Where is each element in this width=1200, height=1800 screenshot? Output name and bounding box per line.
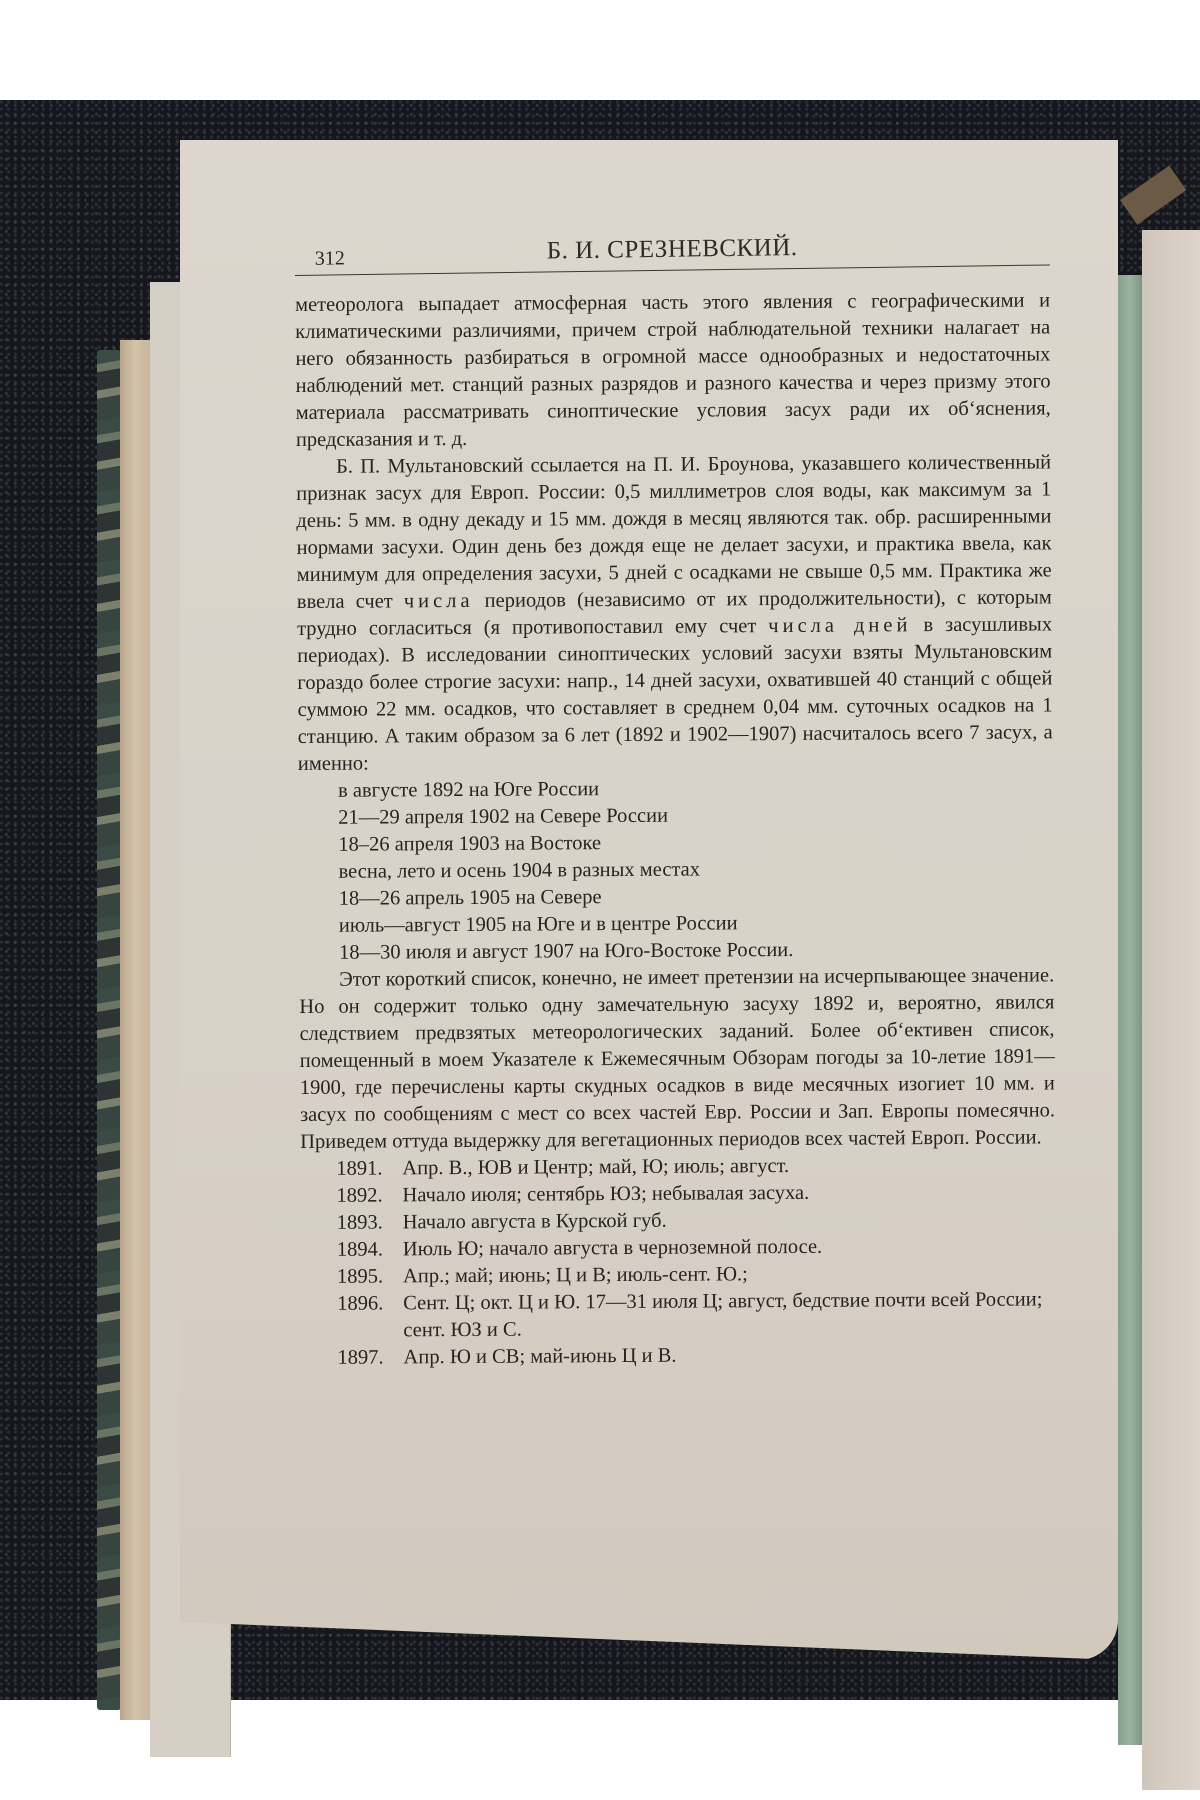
drought-list (298, 773, 1054, 967)
green-spine-gutter (1118, 275, 1143, 1745)
list-item: 18–26 апреля 1903 на Востоке (338, 832, 602, 856)
year-label: 1897. (337, 1346, 384, 1369)
year-entry (301, 1340, 1056, 1372)
page-number: 312 (314, 247, 345, 270)
year-label: 1893. (336, 1211, 383, 1234)
page-body (295, 287, 1057, 1372)
paragraph-continuation: метеоролога выпадает атмосферная часть этого явления с географическими и климатическими различиями, причем строй наблюдательной техники налагает на него обязанность разбираться в огромной массе однообразных и недостаточных наблюдений мет. станций разных разрядов и разного качества и через призму этого материала рассматривать синоптические условия засух ради их об‘яснения, предсказания и т. д. (295, 289, 1051, 451)
list-item: в августе 1892 на Юге России (337, 778, 600, 802)
year-text: Начало июля; сентябрь ЮЗ; небывалая засуха. (402, 1181, 810, 1207)
paragraph-text: периодов (независимо от их продолжительности), с которым трудно согласиться (я противопоставил ему счет (296, 586, 1052, 640)
marbled-cover-edge (97, 350, 121, 1710)
year-list (300, 1151, 1056, 1372)
paragraph-text: в засушливых периодах). В исследовании синоптических условий засухи взяты Мультановским гораздо более строгие засухи: напр., 14 дней засухи, охватившей 40 станций с общей суммою 22 мм. осадков, что составляет в среднем 0,04 мм. суточных осадков на 1 станцию. А таким образом за 6 лет (1892 и 1902—1907) насчиталось всего 7 засух, а именно: (297, 613, 1053, 775)
paragraph-text: Б. П. Мультановский ссылается на П. И. Броунова, указавшего количественный признак засух для Европ. России: 0,5 миллиметров слоя воды, как максимум за 1 день: 5 мм. в одну декаду и 15 мм. дождя в месяц являются так. обр. расширенными нормами засухи. Один день без дождя еще не делает засухи, и практика ввела, как минимум для определения засухи, 5 дней с осадками не свыше 0,5 мм. Практика же ввела счет (296, 451, 1052, 613)
list-item: 21—29 апреля 1902 на Севере России (338, 804, 669, 829)
running-title: Б. И. СРЕЗНЕВСКИЙ. (546, 233, 798, 265)
list-item: весна, лето и осень 1904 в разных местах (338, 858, 701, 883)
paragraph-multanovsky (296, 449, 1053, 778)
list-item: июль—август 1905 на Юге и в центре России (338, 912, 738, 937)
emphasis-text: числа (403, 589, 474, 613)
year-label: 1894. (336, 1238, 384, 1261)
emphasis-text: числа дней (768, 614, 912, 638)
list-item: 18—30 июля и август 1907 на Юго-Востоке России. (338, 938, 794, 964)
ribbon-bookmark (1120, 166, 1186, 225)
facing-page-edge (1142, 230, 1200, 1790)
year-label: 1891. (336, 1157, 383, 1180)
year-label: 1892. (336, 1184, 383, 1207)
year-text: Июль Ю; начало августа в черноземной полосе. (402, 1235, 823, 1261)
paragraph-short-list: Этот короткий список, конечно, не имеет претензии на исчерпывающее значение. Но он содержит только одну замечательную засуху 1892 и, вероятно, явился следствием предвзятых метеорологических заданий. Более об‘ективен список, помещенный в моем Указателе к Ежемесячным Обзорам погоды за 10-летие 1891—1900, где перечислены карты скудных осадков в виде месячных изогиет 10 мм. и засух по сообщениям с мест со всех частей Евр. России и Зап. Европы помесячно. Приведем оттуда выдержку для вегетационных периодов всех частей Европ. России. (299, 964, 1056, 1153)
year-label: 1895. (336, 1265, 384, 1288)
list-item: 18—26 апрель 1905 на Севере (338, 886, 602, 910)
page-stack-edge (120, 340, 150, 1720)
year-entry (301, 1286, 1056, 1345)
year-text: Сент. Ц; окт. Ц и Ю. 17—31 июля Ц; август, бедствие почти всей России; сент. ЮЗ и С. (403, 1288, 1043, 1342)
year-text: Апр. Ю и СВ; май-июнь Ц и В. (403, 1344, 677, 1369)
year-text: Начало августа в Курской губ. (402, 1209, 667, 1234)
year-label: 1896. (337, 1292, 384, 1315)
year-text: Апр. В., ЮВ и Центр; май, Ю; июль; август. (402, 1154, 790, 1180)
year-text: Апр.; май; июнь; Ц и В; июль-сент. Ю.; (402, 1263, 748, 1288)
